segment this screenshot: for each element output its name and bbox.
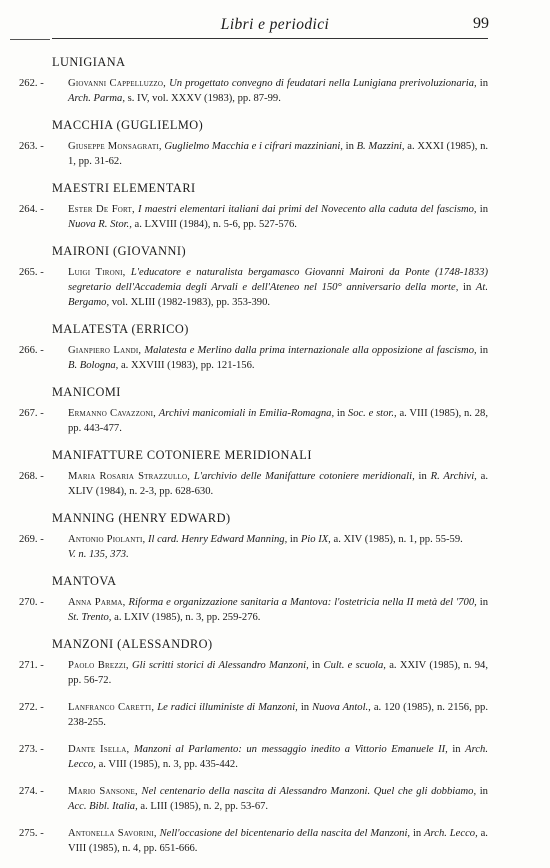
entry-title: Guglielmo Macchia e i cifrari mazziniani,	[164, 141, 343, 152]
entry-author: Ermanno Cavazzoni,	[68, 408, 157, 419]
entry-details: vol. XLIII (1982-1983), pp. 353-390.	[111, 297, 271, 308]
header-rule	[52, 38, 488, 39]
entry-title: Le radici illuministe di Manzoni,	[157, 702, 298, 713]
entry-details: a. 120 (1985), n. 2156, pp. 238-255.	[68, 702, 488, 728]
entry-journal: At. Bergamo,	[68, 282, 488, 308]
entry-in: in	[463, 282, 472, 293]
entry-details: a. VIII (1985), n. 28, pp. 443-477.	[68, 408, 488, 434]
entry-details: a. XXXI (1985), n. 1, pp. 31-62.	[68, 141, 489, 167]
entry-author: Luigi Tironi,	[68, 267, 126, 278]
entry-in: in	[418, 471, 427, 482]
entry-in: in	[479, 345, 488, 356]
entry-author: Antonio Piolanti,	[68, 534, 146, 545]
entry-details: a. XLIV (1984), n. 2-3, pp. 628-630.	[68, 471, 488, 497]
entry-number: 270. -	[19, 597, 44, 608]
entry-in: in	[452, 744, 461, 755]
entry-details: a. VIII (1985), n. 4, pp. 651-666.	[68, 828, 488, 854]
section-heading: MANICOMI	[52, 385, 121, 399]
entry-title: Malatesta e Merlino dalla prima internazionale alla opposizione al fascismo,	[144, 345, 477, 356]
entry-journal: Arch. Lecco,	[424, 828, 478, 839]
entry-details: a. LXIV (1985), n. 3, pp. 259-276.	[114, 612, 261, 623]
entry-number: 264. -	[19, 204, 44, 215]
section-heading: LUNIGIANA	[52, 55, 126, 69]
bibliography-entry	[0, 700, 488, 730]
entry-in: in	[311, 660, 321, 671]
bibliography-entry	[0, 595, 488, 625]
section-heading: MALATESTA (ERRICO)	[52, 322, 189, 336]
entry-in: in	[336, 408, 346, 419]
entry-number: 267. -	[19, 408, 44, 419]
entry-title: Il card. Henry Edward Manning,	[147, 534, 288, 545]
entry-number: 271. -	[19, 660, 44, 671]
entry-cross-reference: V. n. 135, 373.	[68, 549, 129, 560]
entry-in: in	[479, 204, 488, 215]
entry-author: Giuseppe Monsagrati,	[68, 141, 162, 152]
entry-author: Dante Isella,	[68, 744, 130, 755]
entry-number: 273. -	[19, 744, 44, 755]
bibliography-entry	[0, 406, 488, 436]
entry-title: Un progettato convegno di feudatari nella Lunigiana prerivoluzionaria,	[169, 78, 477, 89]
bibliography-entry	[0, 343, 488, 373]
entry-journal: Acc. Bibl. Italia,	[68, 801, 138, 812]
entry-title: L'archivio delle Manifatture cotoniere meridionali,	[193, 471, 415, 482]
entry-author: Paolo Brezzi,	[68, 660, 129, 671]
entry-in: in	[479, 78, 488, 89]
page-number: 99	[473, 15, 489, 32]
bibliography-entry	[0, 76, 488, 106]
entry-details: s. IV, vol. XXXV (1983), pp. 87-99.	[127, 93, 281, 104]
section-heading: MACCHIA (GUGLIELMO)	[52, 118, 204, 132]
bibliography-entry	[0, 742, 488, 772]
entry-number: 263. -	[19, 141, 44, 152]
entry-journal: Arch. Parma,	[68, 93, 125, 104]
bibliography-entry	[0, 202, 488, 232]
entry-author: Ester De Fort,	[68, 204, 135, 215]
entry-in: in	[412, 828, 422, 839]
bibliography-entry	[0, 826, 488, 856]
entry-in: in	[345, 141, 354, 152]
bibliography-entry	[0, 658, 488, 688]
entry-title: Archivi manicomiali in Emilia-Romagna,	[158, 408, 335, 419]
entry-details: a. XXIV (1985), n. 94, pp. 56-72.	[68, 660, 488, 686]
entry-title: I maestri elementari italiani dai primi del Novecento alla caduta del fascismo,	[138, 204, 477, 215]
bibliography-list	[0, 55, 550, 868]
bibliography-entry	[0, 139, 488, 169]
entry-title: Gli scritti storici di Alessandro Manzoni,	[132, 660, 309, 671]
entry-journal: St. Trento,	[68, 612, 112, 623]
entry-author: Anna Parma,	[68, 597, 126, 608]
entry-author: Giovanni Cappelluzzo,	[68, 78, 166, 89]
entry-details: a. VIII (1985), n. 3, pp. 435-442.	[98, 759, 238, 770]
entry-title: Nell'occasione del bicentenario della nascita del Manzoni,	[159, 828, 411, 839]
entry-journal: B. Bologna,	[68, 360, 119, 371]
entry-title: Riforma e organizzazione sanitaria a Mantova: l'ostetricia nella II metà del '700,	[128, 597, 477, 608]
entry-author: Lanfranco Caretti,	[68, 702, 155, 713]
entry-journal: B. Mazzini,	[356, 141, 405, 152]
running-header	[0, 0, 550, 44]
running-title: Libri e periodici	[220, 16, 330, 33]
bibliography-entry	[0, 784, 488, 814]
section-heading: MANZONI (ALESSANDRO)	[52, 637, 213, 651]
entry-journal: Pio IX,	[300, 534, 331, 545]
entry-number: 266. -	[19, 345, 44, 356]
entry-author: Mario Sansone,	[68, 786, 138, 797]
section-heading: MANIFATTURE COTONIERE MERIDIONALI	[52, 448, 312, 462]
entry-title: Manzoni al Parlamento: un messaggio inedito a Vittorio Emanuele II,	[133, 744, 448, 755]
entry-number: 274. -	[19, 786, 44, 797]
section-heading: MANTOVA	[52, 574, 117, 588]
section-heading: MANNING (HENRY EDWARD)	[52, 511, 231, 525]
entry-number: 269. -	[19, 534, 44, 545]
section-heading: MAIRONI (GIOVANNI)	[52, 244, 187, 258]
entry-journal: Nuova R. Stor.,	[68, 219, 132, 230]
entry-number: 272. -	[19, 702, 44, 713]
entry-number: 275. -	[19, 828, 44, 839]
entry-number: 268. -	[19, 471, 44, 482]
entry-journal: Nuova Antol.,	[312, 702, 371, 713]
section-heading: MAESTRI ELEMENTARI	[52, 181, 196, 195]
entry-author: Antonella Savorini,	[68, 828, 157, 839]
entry-number: 262. -	[19, 78, 44, 89]
bibliography-entry	[0, 532, 488, 562]
entry-in: in	[300, 702, 310, 713]
entry-journal: R. Archivi,	[430, 471, 477, 482]
entry-in: in	[479, 786, 488, 797]
entry-journal: Cult. e scuola,	[323, 660, 386, 671]
entry-details: a. XIV (1985), n. 1, pp. 55-59.	[333, 534, 463, 545]
entry-in: in	[479, 597, 489, 608]
entry-details: a. LIII (1985), n. 2, pp. 53-67.	[140, 801, 269, 812]
bibliography-entry	[0, 265, 488, 310]
entry-details: a. XXVIII (1983), pp. 121-156.	[120, 360, 255, 371]
bibliography-entry	[0, 469, 488, 499]
entry-title: Nel centenario della nascita di Alessandro Manzoni. Quel che gli dobbiamo,	[141, 786, 477, 797]
entry-title: L'educatore e naturalista bergamasco Giovanni Maironi da Ponte (1748-1833) segretario dell'Accademia degli Arvali e dell'Ateneo nel 150° anniversario della morte,	[68, 267, 488, 293]
header-rule-mark	[10, 39, 50, 40]
entry-details: a. LXVIII (1984), n. 5-6, pp. 527-576.	[134, 219, 297, 230]
entry-number: 265. -	[19, 267, 44, 278]
entry-author: Maria Rosaria Strazzullo,	[68, 471, 191, 482]
entry-journal: Arch. Lecco,	[68, 744, 488, 770]
entry-in: in	[289, 534, 299, 545]
entry-journal: Soc. e stor.,	[347, 408, 397, 419]
entry-author: Gianpiero Landi,	[68, 345, 142, 356]
